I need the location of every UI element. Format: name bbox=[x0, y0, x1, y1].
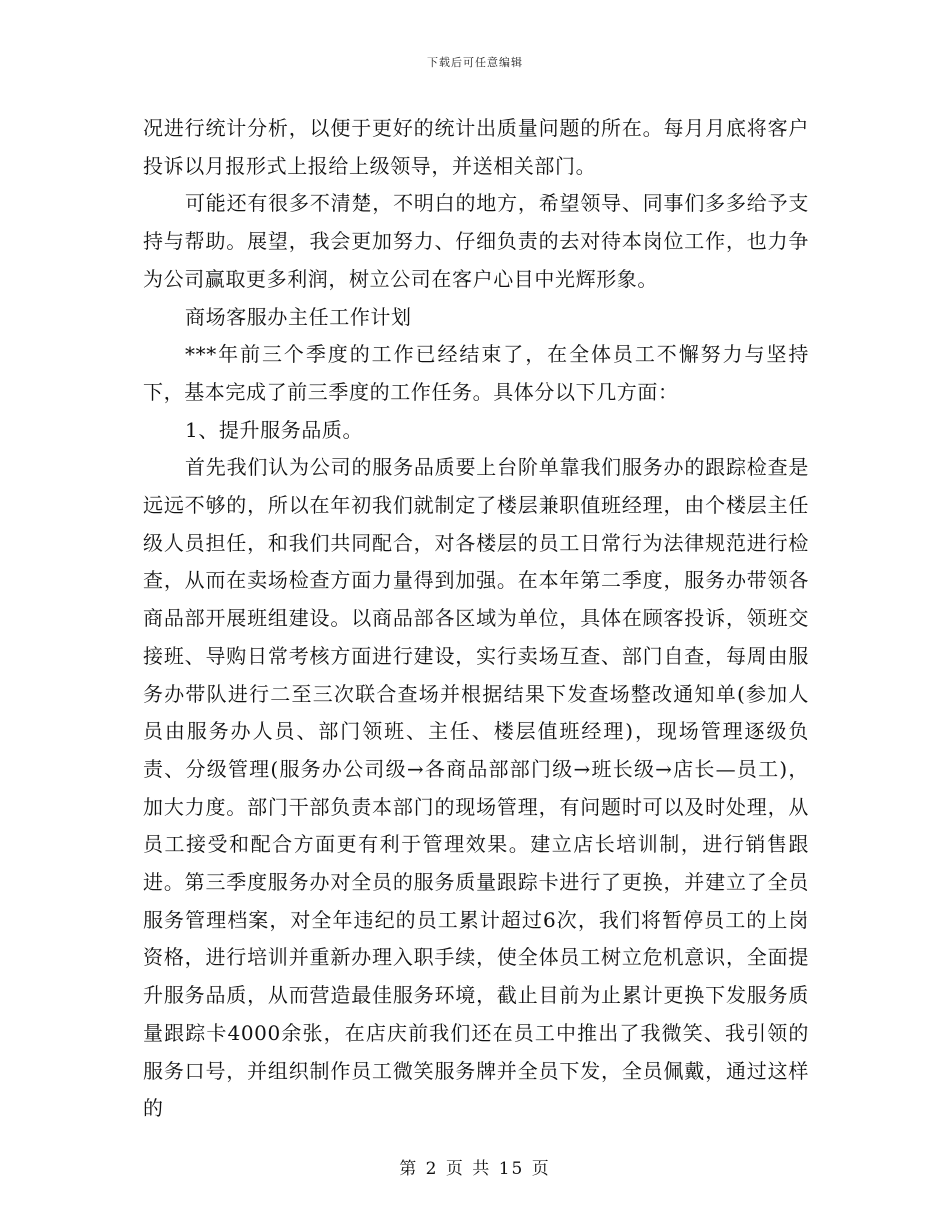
list-heading: 1、提升服务品质。 bbox=[185, 417, 364, 442]
paragraph-closing: 可能还有很多不清楚，不明白的地方，希望领导、同事们多多给予支持与帮助。展望，我会更加努力、仔细负责的去对待本岗位工作，也力争为公司赢取更多利润，树立公司在客户心目中光辉形象。 bbox=[143, 191, 809, 291]
document-body bbox=[143, 110, 809, 1128]
page-number: 第 2 页 共 15 页 bbox=[399, 1159, 551, 1179]
paragraph-continuation: 况进行统计分析，以便于更好的统计出质量问题的所在。每月月底将客户投诉以月报形式上报给上级领导，并送相关部门。 bbox=[143, 116, 809, 178]
page-header: 下载后可任意编辑 bbox=[427, 56, 523, 69]
section-title: 商场客服办主任工作计划 bbox=[185, 304, 412, 329]
paragraph-intro: ***年前三个季度的工作已经结束了，在全体员工不懈努力与坚持下，基本完成了前三季度的工作任务。具体分以下几方面： bbox=[143, 342, 809, 404]
paragraph-service-quality: 首先我们认为公司的服务品质要上台阶单靠我们服务办的跟踪检查是远远不够的，所以在年初我们就制定了楼层兼职值班经理，由个楼层主任级人员担任，和我们共同配合，对各楼层的员工日常行为法律规范进行检查，从而在卖场检查方面力量得到加强。在本年第二季度，服务办带领各商品部开展班组建设。以商品部各区域为单位，具体在顾客投诉，领班交接班、导购日常考核方面进行建设，实行卖场互查、部门自查，每周由服务办带队进行二至三次联合查场并根据结果下发查场整改通知单(参加人员由服务办人员、部门领班、主任、楼层值班经理)，现场管理逐级负责、分级管理(服务办公司级→各商品部部门级→班长级→店长—员工)，加大力度。部门干部负责本部门的现场管理，有问题时可以及时处理，从员工接受和配合方面更有利于管理效果。建立店长培训制，进行销售跟进。第三季度服务办对全员的服务质量跟踪卡进行了更换，并建立了全员服务管理档案，对全年违纪的员工累计超过6次，我们将暂停员工的上岗资格，进行培训并重新办理入职手续，使全体员工树立危机意识，全面提升服务品质，从而营造最佳服务环境，截止目前为止累计更换下发服务质量跟踪卡4000余张，在店庆前我们还在员工中推出了我微笑、我引领的服务口号，并组织制作员工微笑服务牌并全员下发，全员佩戴，通过这样的 bbox=[143, 455, 809, 1121]
